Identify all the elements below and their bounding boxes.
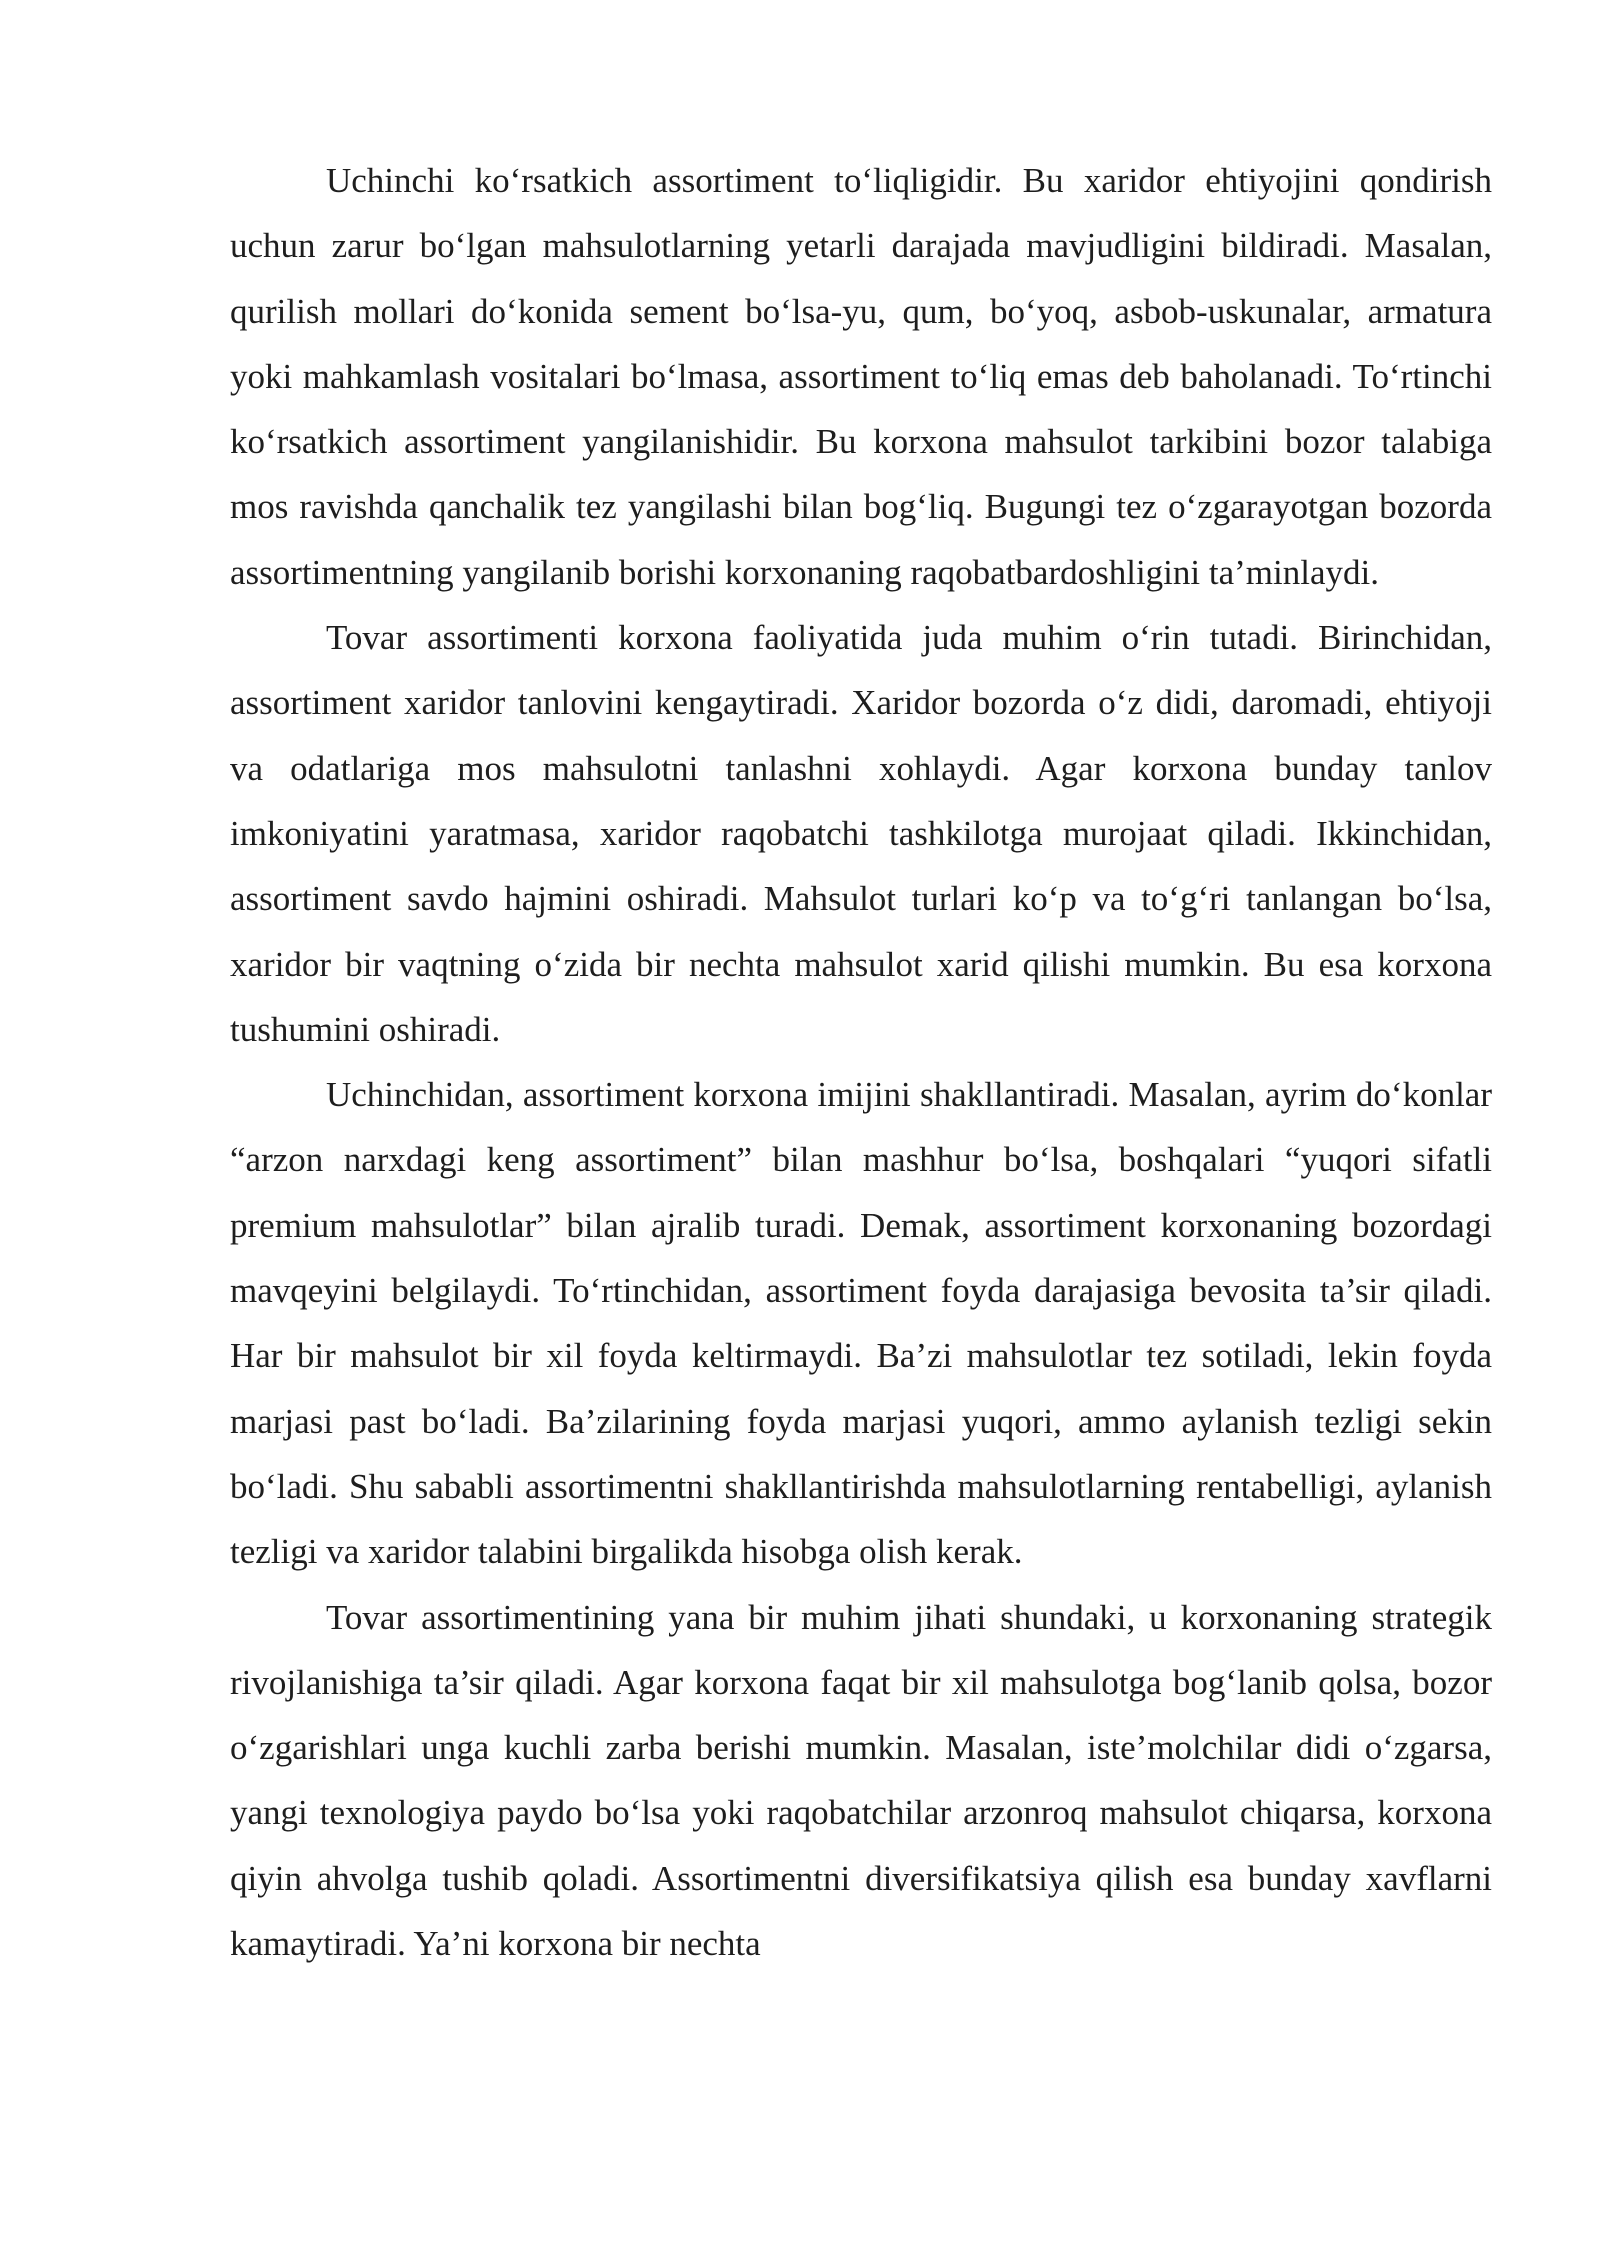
body-text — [230, 148, 1492, 1976]
paragraph-4: Tovar assortimentining yana bir muhim jihati shundaki, u korxonaning strategik rivojlanishiga ta’sir qiladi. Agar korxona faqat bir xil mahsulotga bog‘lanib qolsa, bozor o‘zgarishlari unga kuchli zarba berishi mumkin. Masalan, iste’molchilar didi o‘zgarsa, yangi texnologiya paydo bo‘lsa yoki raqobatchilar arzonroq mahsulot chiqarsa, korxona qiyin ahvolga tushib qoladi. Assortimentni diversifikatsiya qilish esa bunday xavflarni kamaytiradi. Ya’ni korxona bir nechta — [230, 1597, 1492, 1964]
paragraph-3: Uchinchidan, assortiment korxona imijini shakllantiradi. Masalan, ayrim do‘konlar “arzon narxdagi keng assortiment” bilan mashhur bo‘lsa, boshqalari “yuqori sifatli premium mahsulotlar” bilan ajralib turadi. Demak, assortiment korxonaning bozordagi mavqeyini belgilaydi. To‘rtinchidan, assortiment foyda darajasiga bevosita ta’sir qiladi. Har bir mahsulot bir xil foyda keltirmaydi. Ba’zi mahsulotlar tez sotiladi, lekin foyda marjasi past bo‘ladi. Ba’zilarining foyda marjasi yuqori, ammo aylanish tezligi sekin bo‘ladi. Shu sababli assortimentni shakllantirishda mahsulotlarning rentabelligi, aylanish tezligi va xaridor talabini birgalikda hisobga olish kerak. — [230, 1075, 1492, 1572]
paragraph-2: Tovar assortimenti korxona faoliyatida juda muhim o‘rin tutadi. Birinchidan, assortiment xaridor tanlovini kengaytiradi. Xaridor bozorda o‘z didi, daromadi, ehtiyoji va odatlariga mos mahsulotni tanlashni xohlaydi. Agar korxona bunday tanlov imkoniyatini yaratmasa, xaridor raqobatchi tashkilotga murojaat qiladi. Ikkinchidan, assortiment savdo hajmini oshiradi. Mahsulot turlari ko‘p va to‘g‘ri tanlangan bo‘lsa, xaridor bir vaqtning o‘zida bir nechta mahsulot xarid qilishi mumkin. Bu esa korxona tushumini oshiradi. — [230, 618, 1492, 1049]
paragraph-1: Uchinchi ko‘rsatkich assortiment to‘liqligidir. Bu xaridor ehtiyojini qondirish uchun zarur bo‘lgan mahsulotlarning yetarli darajada mavjudligini bildiradi. Masalan, qurilish mollari do‘konida sement bo‘lsa-yu, qum, bo‘yoq, asbob-uskunalar, armatura yoki mahkamlash vositalari bo‘lmasa, assortiment to‘liq emas deb baholanadi. To‘rtinchi ko‘rsatkich assortiment yangilanishidir. Bu korxona mahsulot tarkibini bozor talabiga mos ravishda qanchalik tez yangilashi bilan bog‘liq. Bugungi tez o‘zgarayotgan bozorda assortimentning yangilanib borishi korxonaning raqobatbardoshligini ta’minlaydi. — [230, 161, 1492, 592]
